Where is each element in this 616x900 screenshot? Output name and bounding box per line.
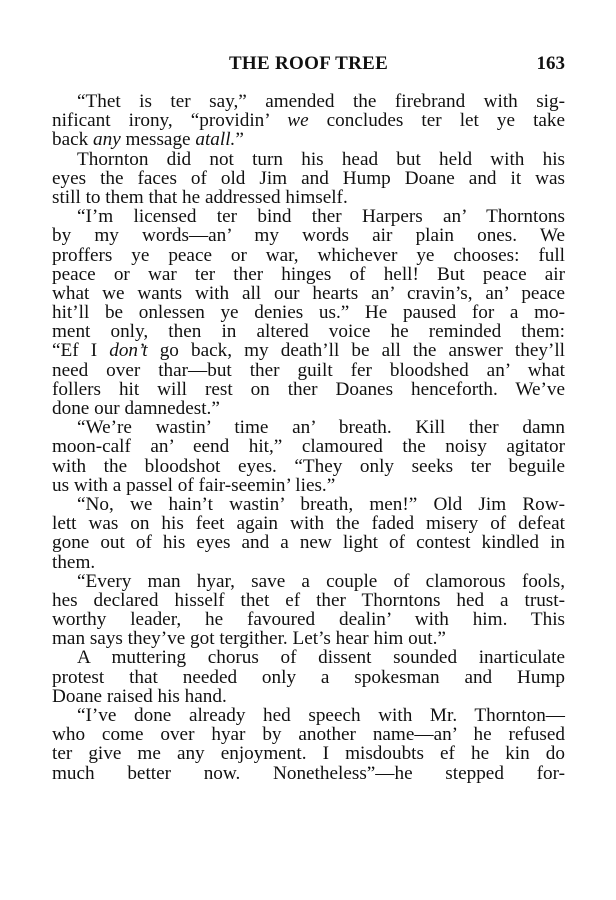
text-line: eyes the faces of old Jim and Hump Doane and it was (52, 167, 565, 189)
text-line: done our damnedest.” (52, 398, 220, 419)
italic-phrase: we (287, 110, 309, 132)
text-line: need over thar—but ther guilt fer bloodshed an’ what (52, 359, 565, 381)
text-line: Thornton did not turn his head but held with his (77, 148, 565, 170)
text-line: follers hit will rest on ther Doanes henceforth. We’ve (52, 378, 565, 400)
running-title: THE ROOF TREE (228, 53, 389, 74)
text-line: “We’re wastin’ time an’ breath. Kill ther damn (77, 417, 565, 439)
text-line: back any message atall.” (52, 129, 244, 151)
text-line: them. (52, 551, 96, 573)
text-line: still to them that he addressed himself. (52, 186, 348, 208)
text-line: “Thet is ter say,” amended the firebrand with sig- (77, 91, 565, 112)
text-line: moon-calf an’ eend hit,” clamoured the noisy agitator (52, 436, 565, 458)
italic-phrase: atall. (195, 129, 236, 151)
text-line: “Ef I don’t go back, my death’ll be all the answer they’ll (52, 340, 565, 362)
text-line: us with a passel of fair-seemin’ lies.” (52, 474, 336, 496)
italic-phrase: don’t (109, 340, 148, 362)
text-line: “Every man hyar, save a couple of clamorous fools, (77, 570, 565, 592)
text-line: ment only, then in altered voice he reminded them: (52, 321, 565, 343)
italic-phrase: any (93, 129, 121, 151)
text-line: proffers ye peace or war, whichever ye chooses: full (52, 244, 565, 266)
text-line: lett was on his feet again with the faded misery of defeat (52, 513, 565, 535)
text-line: gone out of his eyes and a new light of contest kindled in (52, 532, 565, 554)
text-line: nificant irony, “providin’ we concludes ter let ye take (52, 110, 566, 132)
text-line: “I’m licensed ter bind ther Harpers an’ Thorntons (77, 206, 565, 228)
text-line: by my words—an’ my words air plain ones. We (52, 225, 565, 247)
text-line: what we wants with all our hearts an’ cravin’s, an’ peace (52, 282, 565, 304)
text-line: hes declared hisself thet ef ther Thorntons hed a trust- (52, 589, 565, 611)
text-line: protest that needed only a spokesman and Hump (52, 666, 565, 688)
text-line: who come over hyar by another name—an’ he refused (52, 724, 565, 746)
text-line: “I’ve done already hed speech with Mr. Thornton— (77, 705, 565, 726)
page-header (52, 53, 565, 77)
text-line: Doane raised his hand. (52, 685, 227, 707)
text-line: peace or war ter ther hinges of hell! But peace air (52, 263, 565, 285)
text-line: ter give me any enjoyment. I misdoubts ef he kin do (52, 743, 565, 765)
text-line: much better now. Nonetheless”—he stepped for- (52, 762, 565, 784)
text-line: worthy leader, he favoured dealin’ with him. This (52, 609, 565, 631)
text-line: “No, we hain’t wastin’ breath, men!” Old Jim Row- (77, 493, 565, 515)
body-text (52, 92, 565, 783)
text-line: with the bloodshot eyes. “They only seeks ter beguile (52, 455, 565, 477)
text-line: A muttering chorus of dissent sounded inarticulate (77, 647, 565, 669)
page-number: 163 (536, 53, 565, 74)
text-line: man says they’ve got tergither. Let’s hear him out.” (52, 628, 446, 650)
text-line: hit’ll be onlessen ye denies us.” He paused for a mo- (52, 302, 565, 324)
